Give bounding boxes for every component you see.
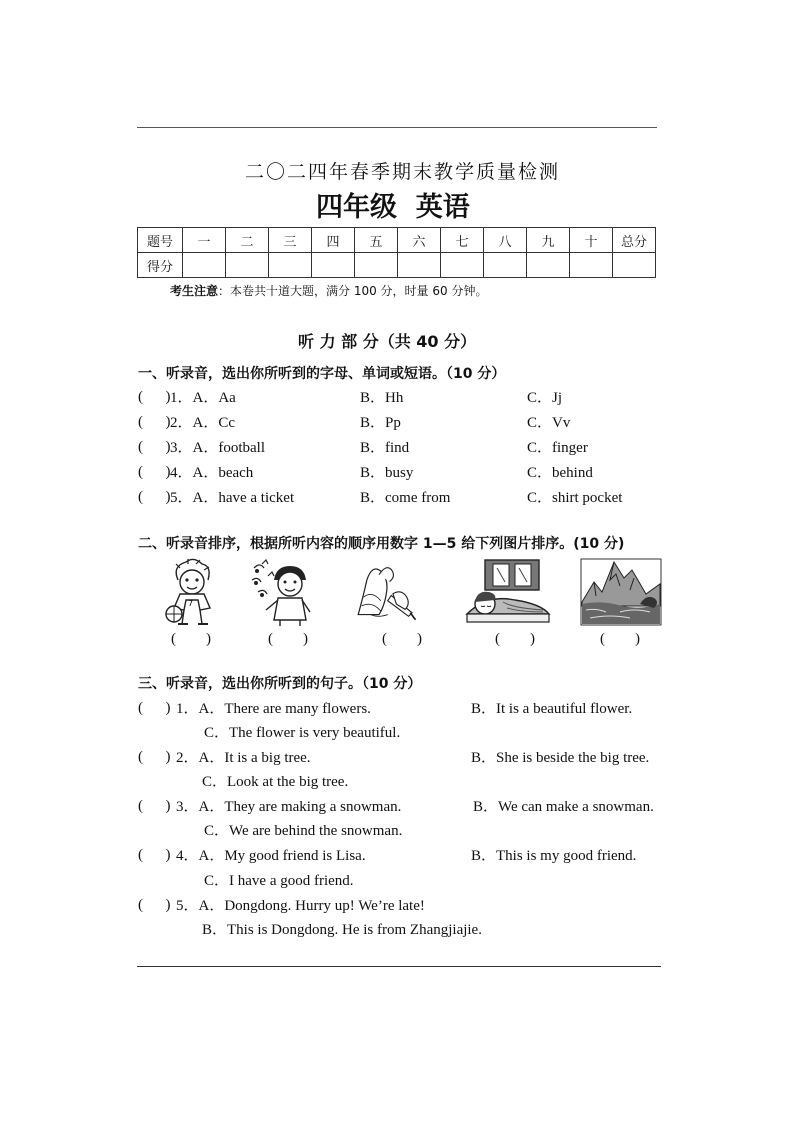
svg-text:7: 7 — [188, 599, 194, 608]
table-cell: 六 — [398, 228, 441, 253]
exam-subtitle: 二〇二四年春季期末教学质量检测 — [245, 161, 561, 183]
option-c: C．We are behind the snowman. — [204, 823, 403, 839]
bottom-rule — [137, 966, 661, 967]
option-a: 4．A．My good friend is Lisa. — [176, 848, 366, 864]
option-a: 2．A．Cc — [170, 415, 235, 431]
option-b: B．busy — [360, 465, 414, 481]
option-b: B．She is beside the big tree. — [471, 750, 650, 766]
girl-sleeping-picture — [463, 558, 551, 626]
option-c: C．finger — [527, 440, 588, 456]
option-b: B．Pp — [360, 415, 401, 431]
table-cell: 九 — [527, 228, 570, 253]
exam-title: 四年级 英语 — [316, 192, 470, 223]
option-a: 3．A．They are making a snowman. — [176, 799, 402, 815]
section3-title: 三、听录音，选出你所听到的句子。（10 分） — [138, 676, 422, 692]
table-cell: 四 — [312, 228, 355, 253]
boy-basketball-picture — [158, 558, 224, 626]
score-input-cell[interactable] — [183, 253, 226, 278]
score-input-cell[interactable] — [570, 253, 613, 278]
answer-blank[interactable]: ( ) — [138, 749, 171, 765]
table-cell: 得分 — [138, 253, 183, 278]
top-rule — [137, 127, 657, 128]
hand-writing-picture — [353, 558, 419, 626]
option-b: B．find — [360, 440, 410, 456]
option-b: B．come from — [360, 490, 451, 506]
option-a: 1．A．There are many flowers. — [176, 701, 371, 717]
score-input-cell[interactable] — [312, 253, 355, 278]
option-c: C．shirt pocket — [527, 490, 623, 506]
notice — [170, 283, 487, 299]
table-cell: 七 — [441, 228, 484, 253]
picture-order-blank[interactable]: ( ) — [268, 631, 308, 647]
section1-title: 一、听录音，选出你所听到的字母、单词或短语。（10 分） — [138, 366, 506, 382]
option-a: 3．A．football — [170, 440, 265, 456]
answer-blank[interactable]: ( ) — [138, 414, 171, 430]
option-c: C．The flower is very beautiful. — [204, 725, 401, 741]
score-input-cell[interactable] — [613, 253, 656, 278]
table-cell: 八 — [484, 228, 527, 253]
picture-order-blank[interactable]: ( ) — [600, 631, 640, 647]
option-c: C．I have a good friend. — [204, 873, 354, 889]
option-b: B．Hh — [360, 390, 404, 406]
table-cell: 题号 — [138, 228, 183, 253]
score-input-cell[interactable] — [355, 253, 398, 278]
score-input-cell[interactable] — [484, 253, 527, 278]
section2-title: 二、听录音排序，根据所听内容的顺序用数字 1—5 给下列图片排序。(10 分) — [138, 536, 625, 552]
option-a: 5．A．have a ticket — [170, 490, 295, 506]
listening-heading: 听 力 部 分（共 40 分） — [298, 332, 477, 351]
answer-blank[interactable]: ( ) — [138, 389, 171, 405]
picture-order-blank[interactable]: ( ) — [495, 631, 535, 647]
option-a: 1．A．Aa — [170, 390, 236, 406]
mountain-landscape-picture — [580, 558, 662, 626]
option-a: 2．A．It is a big tree. — [176, 750, 311, 766]
option-b: B．We can make a snowman. — [473, 799, 654, 815]
score-table-header-row — [138, 228, 656, 253]
score-input-cell[interactable] — [269, 253, 312, 278]
answer-blank[interactable]: ( ) — [138, 464, 171, 480]
table-cell: 总分 — [613, 228, 656, 253]
option-c: C．Look at the big tree. — [202, 774, 349, 790]
table-cell: 十 — [570, 228, 613, 253]
boy-music-picture — [248, 558, 314, 626]
score-table — [137, 227, 656, 278]
option-c: C．Jj — [527, 390, 563, 406]
score-input-cell[interactable] — [226, 253, 269, 278]
answer-blank[interactable]: ( ) — [138, 700, 171, 716]
answer-blank[interactable]: ( ) — [138, 897, 171, 913]
score-input-cell[interactable] — [441, 253, 484, 278]
answer-blank[interactable]: ( ) — [138, 489, 171, 505]
notice-text: ：本卷共十道大题，满分 100 分，时量 60 分钟。 — [218, 284, 488, 298]
answer-blank[interactable]: ( ) — [138, 439, 171, 455]
table-cell: 二 — [226, 228, 269, 253]
option-b: B．This is Dongdong. He is from Zhangjiajie. — [202, 922, 482, 938]
option-b: B．It is a beautiful flower. — [471, 701, 633, 717]
notice-label: 考生注意 — [170, 284, 219, 298]
option-a: 4．A．beach — [170, 465, 254, 481]
score-table-score-row — [138, 253, 656, 278]
option-a: 5．A．Dongdong. Hurry up! We’re late! — [176, 898, 425, 914]
table-cell: 五 — [355, 228, 398, 253]
picture-order-blank[interactable]: ( ) — [171, 631, 211, 647]
answer-blank[interactable]: ( ) — [138, 798, 171, 814]
score-input-cell[interactable] — [527, 253, 570, 278]
option-b: B．This is my good friend. — [471, 848, 637, 864]
option-c: C．behind — [527, 465, 593, 481]
score-input-cell[interactable] — [398, 253, 441, 278]
table-cell: 三 — [269, 228, 312, 253]
table-cell: 一 — [183, 228, 226, 253]
option-c: C．Vv — [527, 415, 571, 431]
picture-order-blank[interactable]: ( ) — [382, 631, 422, 647]
answer-blank[interactable]: ( ) — [138, 847, 171, 863]
